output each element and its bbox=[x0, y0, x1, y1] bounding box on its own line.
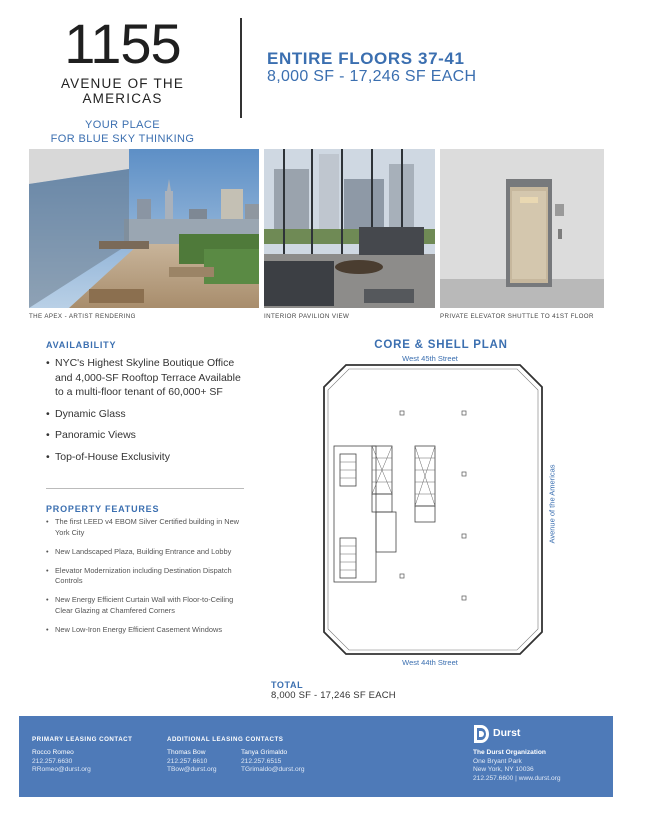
contact-email[interactable]: RRomeo@durst.org bbox=[32, 766, 91, 774]
tagline bbox=[20, 118, 225, 146]
feature-item: • The first LEED v4 EBOM Silver Certified building in New York City bbox=[46, 517, 246, 538]
availability-item: • Top-of-House Exclusivity bbox=[46, 450, 251, 465]
contact-name: Thomas Bow bbox=[167, 749, 206, 756]
property-features-list bbox=[46, 517, 246, 644]
header-divider bbox=[240, 18, 242, 118]
floors-size: 8,000 SF - 17,246 SF EACH bbox=[267, 68, 477, 85]
photo-apex-rendering bbox=[29, 149, 259, 308]
street-label-north: West 45th Street bbox=[402, 354, 458, 363]
availability-heading: AVAILABILITY bbox=[46, 340, 117, 350]
durst-logo-icon bbox=[473, 724, 489, 744]
section-divider bbox=[46, 488, 244, 489]
photo-caption-elevator: PRIVATE ELEVATOR SHUTTLE TO 41ST FLOOR bbox=[440, 313, 594, 320]
feature-item: • Elevator Modernization including Destination Dispatch Controls bbox=[46, 566, 246, 587]
primary-contact-label: PRIMARY LEASING CONTACT bbox=[32, 736, 133, 743]
contact-email[interactable]: TGrimaldo@durst.org bbox=[241, 766, 305, 774]
additional-contacts-label: ADDITIONAL LEASING CONTACTS bbox=[167, 736, 284, 743]
property-features-heading: PROPERTY FEATURES bbox=[46, 504, 160, 514]
org-name: The Durst Organization bbox=[473, 749, 546, 756]
total-value: 8,000 SF - 17,246 SF EACH bbox=[271, 690, 396, 701]
contact-card bbox=[167, 749, 217, 775]
footer-contact-bar bbox=[19, 716, 613, 797]
contact-phone: 212.257.6630 bbox=[32, 757, 73, 765]
durst-logo-text: Durst bbox=[493, 727, 521, 739]
availability-item: • Panoramic Views bbox=[46, 428, 251, 443]
contact-email[interactable]: TBow@durst.org bbox=[167, 766, 217, 774]
contact-name: Rocco Romeo bbox=[32, 749, 74, 756]
durst-logo bbox=[473, 724, 603, 746]
building-title-block bbox=[20, 14, 225, 146]
contact-card bbox=[241, 749, 305, 775]
photo-caption-apex: THE APEX - ARTIST RENDERING bbox=[29, 313, 136, 320]
feature-item: • New Landscaped Plaza, Building Entrance and Lobby bbox=[46, 547, 246, 558]
photo-caption-pavilion: INTERIOR PAVILION VIEW bbox=[264, 313, 350, 320]
org-address-1: One Bryant Park bbox=[473, 757, 522, 765]
total-label: TOTAL bbox=[271, 680, 304, 690]
tagline-line-1: YOUR PLACE bbox=[85, 119, 160, 131]
availability-item: • Dynamic Glass bbox=[46, 407, 251, 422]
floors-summary bbox=[267, 50, 476, 86]
building-number: 1155 bbox=[64, 12, 181, 75]
tagline-line-2: FOR BLUE SKY THINKING bbox=[50, 133, 195, 145]
street-label-south: West 44th Street bbox=[402, 658, 458, 667]
photo-interior-pavilion bbox=[264, 149, 435, 308]
feature-item: • New Energy Efficient Curtain Wall with Floor-to-Ceiling Clear Glazing at Chamfered Corners bbox=[46, 595, 246, 616]
org-address-2: New York, NY 10036 bbox=[473, 766, 534, 774]
floor-plan-drawing bbox=[320, 362, 546, 658]
org-contact[interactable]: 212.257.6600 | www.durst.org bbox=[473, 774, 561, 782]
contact-phone: 212.257.6610 bbox=[167, 757, 208, 765]
photo-private-elevator bbox=[440, 149, 604, 308]
feature-item: • New Low-Iron Energy Efficient Casement Windows bbox=[46, 625, 246, 636]
organization-block bbox=[473, 749, 561, 783]
contact-name: Tanya Grimaldo bbox=[241, 749, 288, 756]
contact-card bbox=[32, 749, 91, 775]
floors-title: ENTIRE FLOORS 37-41 bbox=[267, 49, 465, 68]
floor-plan-title: CORE & SHELL PLAN bbox=[374, 339, 508, 351]
contact-phone: 212.257.6515 bbox=[241, 757, 282, 765]
street-label-east: Avenue of the Americas bbox=[547, 464, 557, 544]
availability-item: • NYC's Highest Skyline Boutique Office and 4,000-SF Rooftop Terrace Available to a multi-floor tenant of 60,000+ SF bbox=[46, 356, 251, 400]
building-street: AVENUE OF THE AMERICAS bbox=[60, 76, 185, 106]
availability-list bbox=[46, 356, 251, 471]
